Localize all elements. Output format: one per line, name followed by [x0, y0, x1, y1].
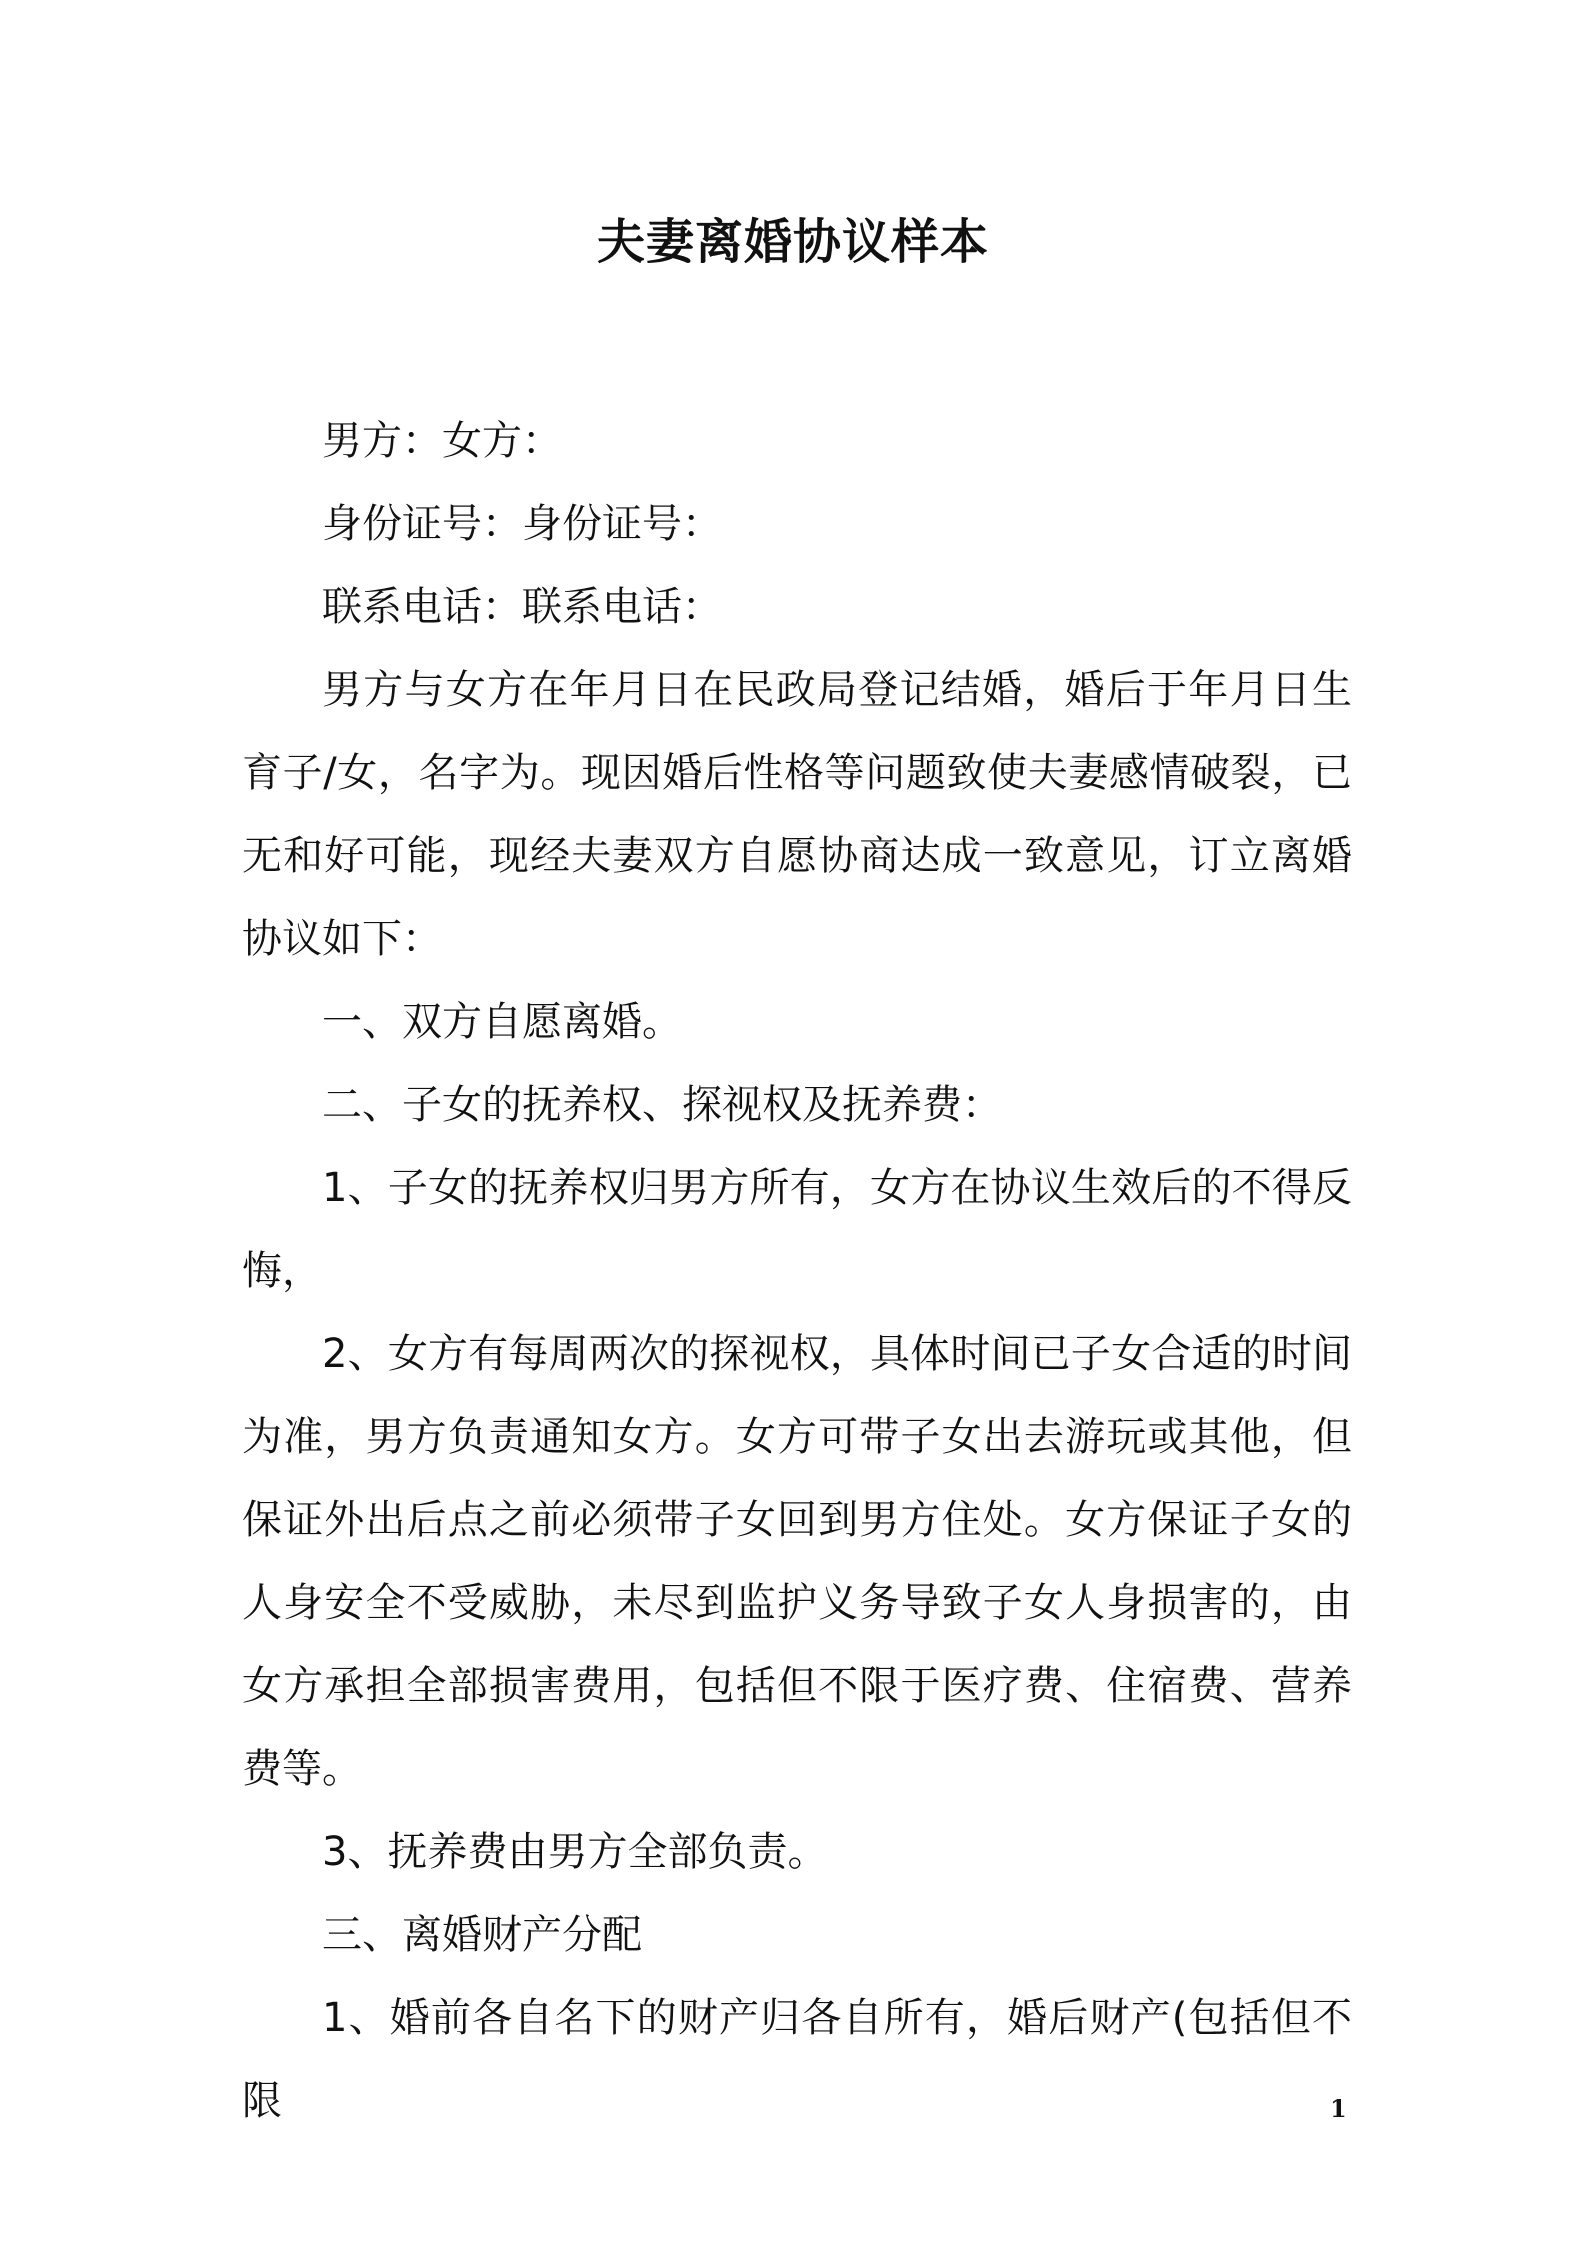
paragraph-parties: 男方：女方：: [322, 418, 562, 464]
paragraph-id-numbers: 身份证号：身份证号：: [322, 501, 722, 547]
document-body: [242, 400, 1352, 2143]
paragraph-clause-2-item-1: 1、子女的抚养权归男方所有，女方在协议生效后的不得反悔，: [242, 1165, 1352, 1294]
paragraph-clause-2-heading: 二、子女的抚养权、探视权及抚养费：: [322, 1082, 1002, 1128]
page-number: 1: [1330, 2094, 1347, 2123]
paragraph-preamble: 男方与女方在年月日在民政局登记结婚，婚后于年月日生育子/女，名字为。现因婚后性格等问题致使夫妻感情破裂，已无和好可能，现经夫妻双方自愿协商达成一致意见，订立离婚协议如下：: [242, 667, 1352, 962]
paragraph-clause-2-item-2: 2、女方有每周两次的探视权，具体时间已子女合适的时间为准，男方负责通知女方。女方可带子女出去游玩或其他，但保证外出后点之前必须带子女回到男方住处。女方保证子女的人身安全不受威胁，未尽到监护义务导致子女人身损害的，由女方承担全部损害费用，包括但不限于医疗费、住宿费、营养费等。: [242, 1331, 1352, 1792]
document-title: 夫妻离婚协议样本: [596, 214, 989, 270]
paragraph-phone-numbers: 联系电话：联系电话：: [322, 584, 722, 630]
paragraph-clause-1: 一、双方自愿离婚。: [322, 999, 682, 1045]
paragraph-clause-3-heading: 三、离婚财产分配: [322, 1912, 642, 1958]
paragraph-clause-3-item-1: 1、婚前各自名下的财产归各自所有，婚后财产(包括但不限: [242, 1995, 1352, 2124]
paragraph-clause-2-item-3: 3、抚养费由男方全部负责。: [322, 1829, 828, 1875]
